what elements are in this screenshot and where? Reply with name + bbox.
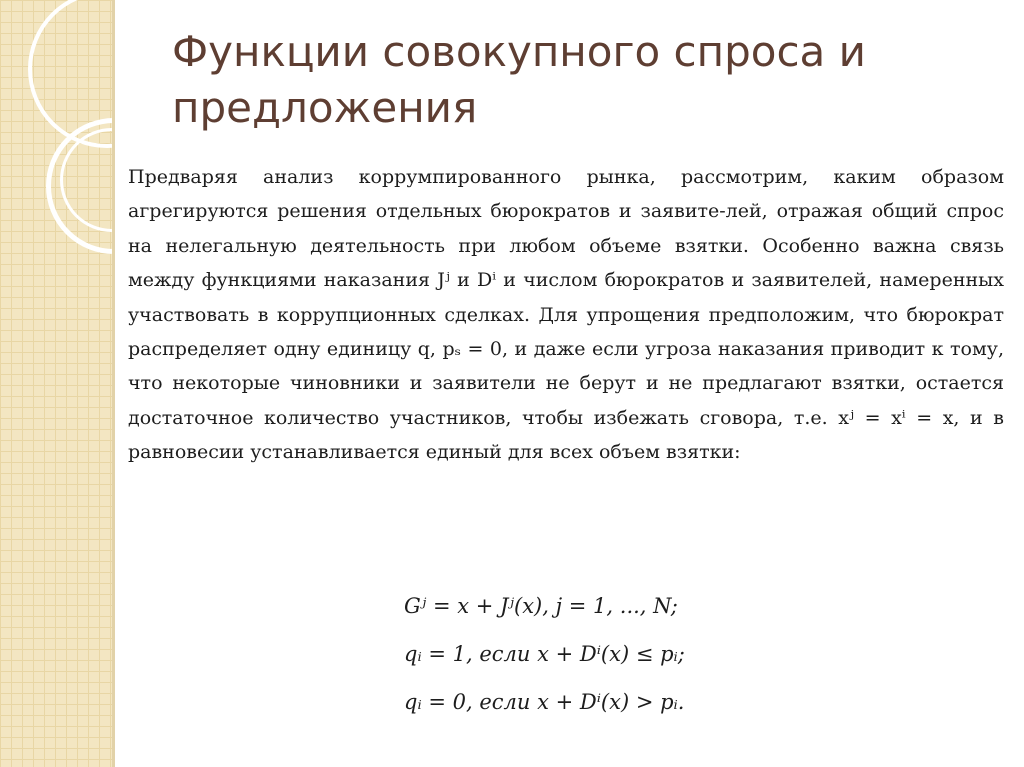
formula-demand-zero: qᵢ = 0, если x + Dⁱ(x) > pᵢ. — [404, 690, 685, 714]
slide-title: Функции совокупного спроса и предложения — [172, 27, 866, 132]
formula-demand-one: qᵢ = 1, если x + Dⁱ(x) ≤ pᵢ; — [404, 642, 685, 666]
decorative-sidebar — [0, 0, 112, 767]
sidebar-divider — [112, 0, 115, 767]
formula-aggregate-supply: Gʲ = x + Jʲ(x), j = 1, ..., N; — [404, 594, 678, 618]
slide-body-text: Предваряя анализ коррумпированного рынка, рассмотрим, каким образом агрегируются решения отдельных бюрократов и заявите-лей, отражая общий спрос на нелегальную деятельность при любом объеме взятки. Особенно важна связь между функциями наказания Jʲ и Dⁱ и числом бюрократов и заявителей, намеренных участвовать в коррупционных сделках. Для упрощения предположим, что бюрократ распределяет одну единицу q, pₛ = 0, и даже если угроза наказания приводит к тому, что некоторые чиновники и заявители не берут и не предлагают взятки, остается достаточное количество участников, чтобы избежать сговора, т.е. xʲ = xⁱ = x, и в равновесии устанавливается единый для всех объем взятки: — [128, 166, 1004, 464]
formula-block — [404, 582, 764, 726]
